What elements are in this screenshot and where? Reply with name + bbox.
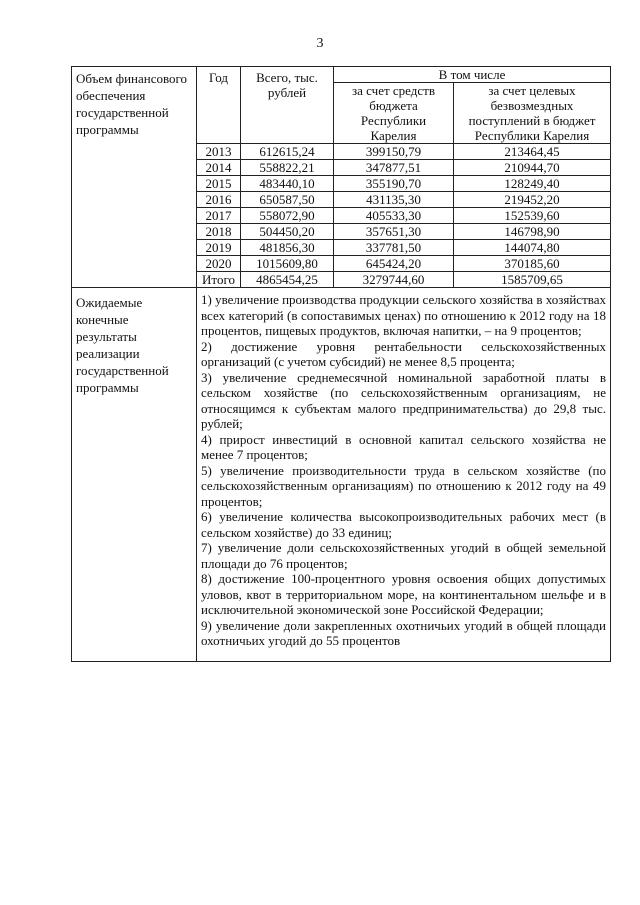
col-total-header: Всего, тыс. рублей — [241, 67, 334, 144]
page-number: 3 — [316, 36, 324, 51]
cell-grants: 146798,90 — [454, 224, 611, 240]
result-item: 5) увеличение производительности труда в сельском хозяйстве (по сельскохозяйственным организациям) по отношению к 2012 году на 49 процентов; — [201, 462, 606, 509]
cell-budget: 337781,50 — [334, 240, 454, 256]
result-item: 1) увеличение производства продукции сельского хозяйства в хозяйствах всех категорий (в сопоставимых ценах) по отношению к 2012 году на 18 процентов, пищевых продуктов, включая напитки, – на 9 процентов; — [201, 292, 606, 338]
cell-year: 2017 — [197, 208, 241, 224]
cell-grants: 128249,40 — [454, 176, 611, 192]
results-row — [72, 288, 611, 662]
cell-total: 1015609,80 — [241, 256, 334, 272]
cell-total: 558822,21 — [241, 160, 334, 176]
result-item: 8) достижение 100-процентного уровня освоения общих допустимых уловов, квот в территориальном море, на континентальном шельфе и в исключительной экономической зоне Российской Федерации; — [201, 571, 606, 617]
cell-grants: 152539,60 — [454, 208, 611, 224]
finance-label-spacer — [72, 144, 197, 288]
cell-total: 4865454,25 — [241, 272, 334, 288]
cell-grants: 213464,45 — [454, 144, 611, 160]
cell-budget: 357651,30 — [334, 224, 454, 240]
col-grants-header: за счет целевых безвозмездных поступлений в бюджет Республики Карелия — [454, 83, 611, 144]
cell-year: 2014 — [197, 160, 241, 176]
result-item: 2) достижение уровня рентабельности сельскохозяйственных организаций (с учетом субсидий) не менее 8,5 процента; — [201, 338, 606, 369]
cell-year: 2013 — [197, 144, 241, 160]
col-year-header: Год — [197, 67, 241, 144]
finance-row — [72, 144, 611, 160]
cell-year: 2018 — [197, 224, 241, 240]
cell-budget: 3279744,60 — [334, 272, 454, 288]
finance-label: Объем финансового обеспечения государственной программы — [72, 67, 197, 144]
result-item: 3) увеличение среднемесячной номинальной заработной платы в сельском хозяйстве (по сельскохозяйственным организациям, не относящимся к субъектам малого предпринимательства) до 29,8 тыс. рублей; — [201, 369, 606, 431]
col-budget-header: за счет средств бюджета Республики Карелия — [334, 83, 454, 144]
cell-grants: 144074,80 — [454, 240, 611, 256]
cell-budget: 645424,20 — [334, 256, 454, 272]
result-item: 4) прирост инвестиций в основной капитал сельского хозяйства не менее 7 процентов; — [201, 431, 606, 462]
col-including-header: В том числе — [334, 67, 611, 83]
cell-total: 650587,50 — [241, 192, 334, 208]
cell-total: 504450,20 — [241, 224, 334, 240]
result-item: 9) увеличение доли закрепленных охотничьих угодий в общей площади охотничьих угодий до 55 процентов — [201, 617, 606, 648]
cell-grants: 1585709,65 — [454, 272, 611, 288]
program-passport-table — [71, 66, 611, 662]
cell-grants: 370185,60 — [454, 256, 611, 272]
cell-budget: 347877,51 — [334, 160, 454, 176]
cell-budget: 405533,30 — [334, 208, 454, 224]
cell-total: 481856,30 — [241, 240, 334, 256]
results-label: Ожидаемые конечные результаты реализации государственной программы — [72, 288, 197, 662]
cell-year: 2016 — [197, 192, 241, 208]
cell-year: 2020 — [197, 256, 241, 272]
cell-budget: 399150,79 — [334, 144, 454, 160]
cell-grants: 219452,20 — [454, 192, 611, 208]
cell-total: 558072,90 — [241, 208, 334, 224]
cell-year: Итого — [197, 272, 241, 288]
cell-year: 2019 — [197, 240, 241, 256]
finance-header-row-1 — [72, 67, 611, 83]
cell-grants: 210944,70 — [454, 160, 611, 176]
result-item: 7) увеличение доли сельскохозяйственных угодий в общей земельной площади до 76 процентов; — [201, 540, 606, 571]
results-list — [197, 288, 611, 662]
cell-year: 2015 — [197, 176, 241, 192]
result-item: 6) увеличение количества высокопроизводительных рабочих мест (в сельском хозяйстве) до 33 единиц; — [201, 509, 606, 540]
cell-total: 483440,10 — [241, 176, 334, 192]
cell-budget: 355190,70 — [334, 176, 454, 192]
cell-budget: 431135,30 — [334, 192, 454, 208]
cell-total: 612615,24 — [241, 144, 334, 160]
